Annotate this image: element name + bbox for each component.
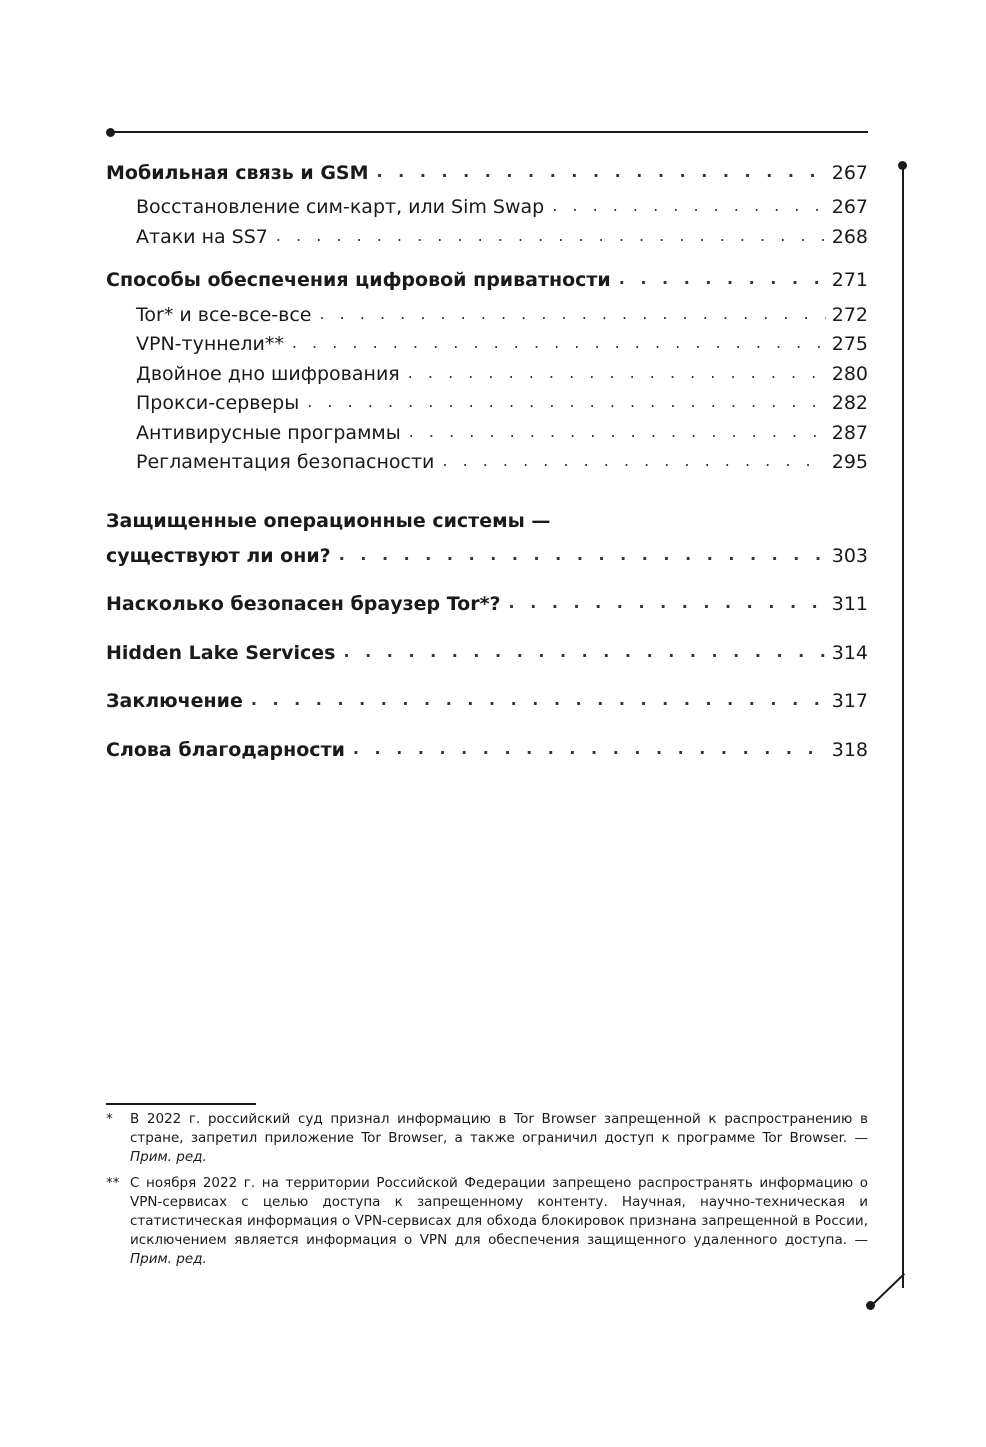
toc-page-number: 287: [826, 422, 868, 444]
toc-entry-title: Антивирусные программы: [136, 422, 405, 444]
footnote-text: С ноября 2022 г. на территории Российской Федерации запрещено распространять информацию о VPN-сервисах с целью доступа к запрещенному контенту. Научная, научно-техническая и статистическая информация о VPN-сервисах для обхода блокировок признана запрещенной в России, исключением является информация о VPN для обеспечения защищенного удаленного доступа. —: [130, 1175, 868, 1248]
toc-entry-title: Hidden Lake Services: [106, 642, 340, 664]
toc-page-number: 272: [826, 304, 868, 326]
toc-chapter-line2: [106, 537, 868, 567]
toc-page-number: 282: [826, 392, 868, 414]
toc-chapter-two-line[interactable]: [106, 473, 868, 567]
footnotes: [106, 1110, 868, 1276]
toc-chapter[interactable]: [106, 712, 868, 761]
toc-entry-title: Атаки на SS7: [136, 226, 272, 248]
toc-leader-dots: [303, 394, 825, 410]
toc-subsection[interactable]: [106, 444, 868, 473]
toc-page-number: 268: [826, 226, 868, 248]
frame-line-diagonal: [871, 1273, 905, 1306]
toc-page-number: 271: [826, 269, 868, 291]
toc-leader-dots: [272, 228, 826, 244]
toc-leader-dots: [548, 198, 826, 214]
toc-page-number: 267: [826, 196, 868, 218]
toc-leader-dots: [615, 271, 826, 287]
toc-leader-dots: [438, 453, 825, 469]
toc-leader-dots: [340, 644, 826, 660]
toc-chapter[interactable]: [106, 248, 868, 291]
toc-page-number: 314: [826, 642, 868, 664]
toc-subsection[interactable]: [106, 184, 868, 218]
frame-dot-bottom: [866, 1301, 875, 1310]
toc-entry-title-line1: Защищенные операционные системы —: [106, 510, 551, 532]
footnote-editor-note: Прим. ред.: [130, 1251, 207, 1267]
footnote-rule: [106, 1103, 256, 1105]
frame-line-right: [902, 166, 904, 1288]
toc-subsection[interactable]: [106, 326, 868, 355]
toc-subsection[interactable]: [106, 385, 868, 414]
toc-entry-title: Прокси-серверы: [136, 392, 303, 414]
toc-chapter[interactable]: [106, 664, 868, 712]
toc-leader-dots: [288, 335, 826, 351]
toc-leader-dots: [349, 741, 826, 757]
toc-entry-title: Регламентация безопасности: [136, 451, 438, 473]
toc-leader-dots: [247, 692, 826, 708]
toc-leader-dots: [505, 595, 826, 611]
toc-entry-title-line2: существуют ли они?: [106, 545, 335, 567]
toc-page-number: 275: [826, 333, 868, 355]
toc-subsection[interactable]: [106, 218, 868, 248]
toc-entry-title: Мобильная связь и GSM: [106, 162, 373, 184]
toc-entry-title: Tor* и все-все-все: [136, 304, 315, 326]
toc-entry-title: Восстановление сим-карт, или Sim Swap: [136, 196, 548, 218]
toc-entry-title: Способы обеспечения цифровой приватности: [106, 269, 615, 291]
footnote: [106, 1110, 868, 1167]
table-of-contents: [106, 150, 868, 761]
toc-entry-title: Двойное дно шифрования: [136, 363, 404, 385]
toc-subsection[interactable]: [106, 355, 868, 385]
toc-subsection[interactable]: [106, 291, 868, 326]
toc-leader-dots: [404, 365, 826, 381]
footnote: [106, 1174, 868, 1269]
toc-entry-title: Насколько безопасен браузер Tor*?: [106, 593, 505, 615]
footnote-mark: *: [106, 1111, 113, 1127]
toc-page-number: 318: [826, 739, 868, 761]
frame-line-top: [110, 131, 868, 133]
toc-chapter[interactable]: [106, 567, 868, 615]
toc-leader-dots: [405, 424, 826, 440]
footnote-editor-note: Прим. ред.: [130, 1149, 207, 1165]
toc-leader-dots: [335, 547, 826, 563]
toc-leader-dots: [373, 164, 826, 180]
toc-page-number: 317: [826, 690, 868, 712]
toc-entry-title: Слова благодарности: [106, 739, 349, 761]
toc-page-number: 280: [826, 363, 868, 385]
toc-page-number: 311: [826, 593, 868, 615]
toc-page-number: 267: [826, 162, 868, 184]
footnote-text: В 2022 г. российский суд признал информацию в Tor Browser запрещенной к распространению в стране, запретил приложение Tor Browser, а также ограничил доступ к программе Tor Browser. —: [130, 1111, 868, 1146]
toc-entry-title: VPN-туннели**: [136, 333, 288, 355]
toc-page-number: 295: [826, 451, 868, 473]
toc-page-number: 303: [826, 545, 868, 567]
toc-leader-dots: [315, 306, 825, 322]
toc-subsection[interactable]: [106, 414, 868, 444]
footnote-mark: **: [106, 1175, 120, 1191]
toc-entry-title: Заключение: [106, 690, 247, 712]
toc-chapter[interactable]: [106, 150, 868, 184]
toc-chapter[interactable]: [106, 615, 868, 664]
